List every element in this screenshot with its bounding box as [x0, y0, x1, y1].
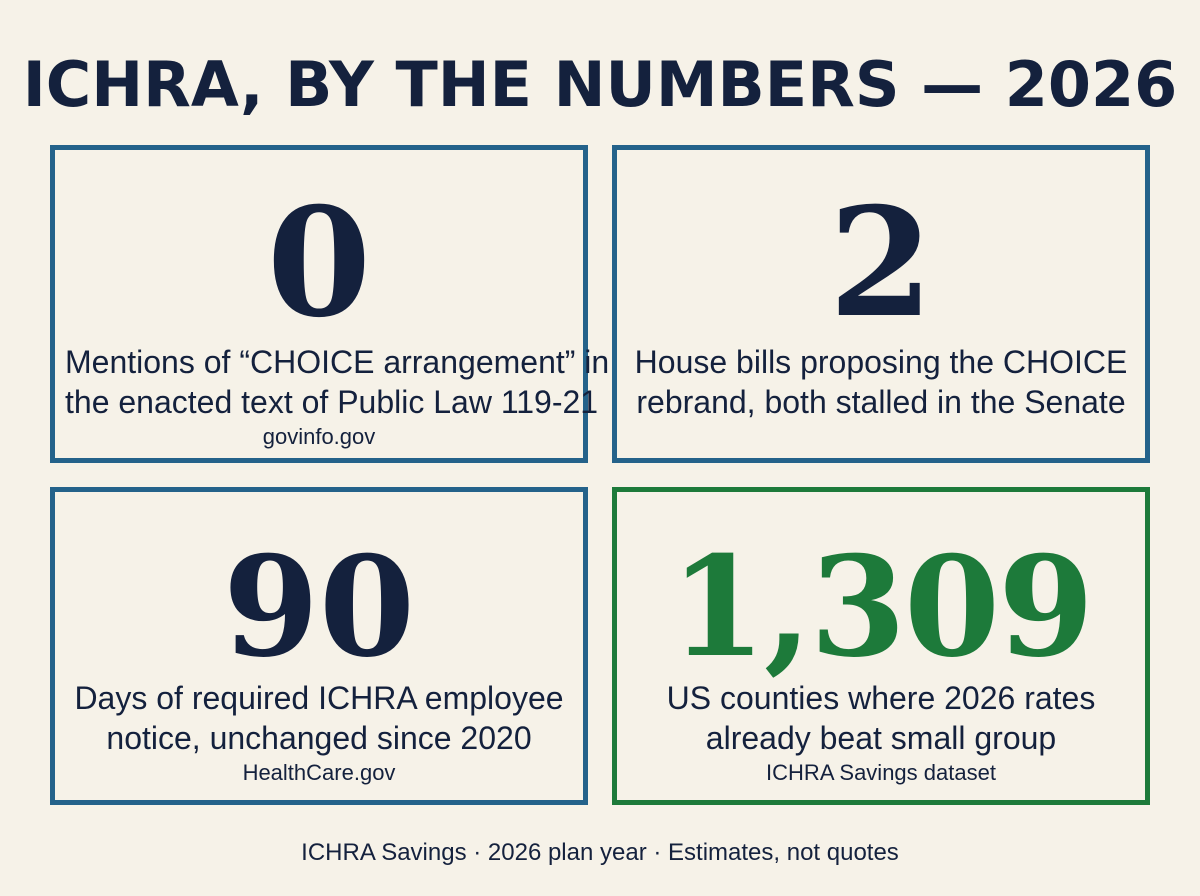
stat-description-line: Days of required ICHRA employee [74, 680, 564, 716]
footer-note: ICHRA Savings · 2026 plan year · Estimates, not quotes [301, 839, 899, 866]
stat-number: 90 [222, 525, 416, 688]
stat-card-counties [612, 487, 1150, 805]
stat-card-house-bills [612, 145, 1150, 463]
stat-number: 2 [828, 175, 934, 351]
stat-description-line: the enacted text of Public Law 119-21 [65, 384, 599, 420]
stat-description [627, 678, 1135, 758]
stat-source: govinfo.gov [262, 424, 376, 449]
stat-description [627, 342, 1135, 422]
stat-number: 1,309 [669, 525, 1093, 688]
stat-description [65, 678, 573, 758]
stat-description-line: House bills proposing the CHOICE [634, 344, 1128, 380]
stat-source: HealthCare.gov [242, 760, 396, 785]
stat-source: ICHRA Savings dataset [766, 760, 996, 785]
stat-description-line: notice, unchanged since 2020 [106, 720, 532, 756]
stat-card-notice-days [50, 487, 588, 805]
stat-description [65, 342, 610, 422]
stat-card-choice-mentions [50, 145, 610, 463]
stat-description-line: US counties where 2026 rates [666, 680, 1096, 716]
stat-description-line: Mentions of “CHOICE arrangement” in [65, 344, 610, 380]
stat-description-line: rebrand, both stalled in the Senate [636, 384, 1126, 420]
page-title: ICHRA, BY THE NUMBERS — 2026 [22, 48, 1178, 121]
stat-description-line: already beat small group [705, 720, 1057, 756]
stat-number: 0 [266, 175, 372, 351]
